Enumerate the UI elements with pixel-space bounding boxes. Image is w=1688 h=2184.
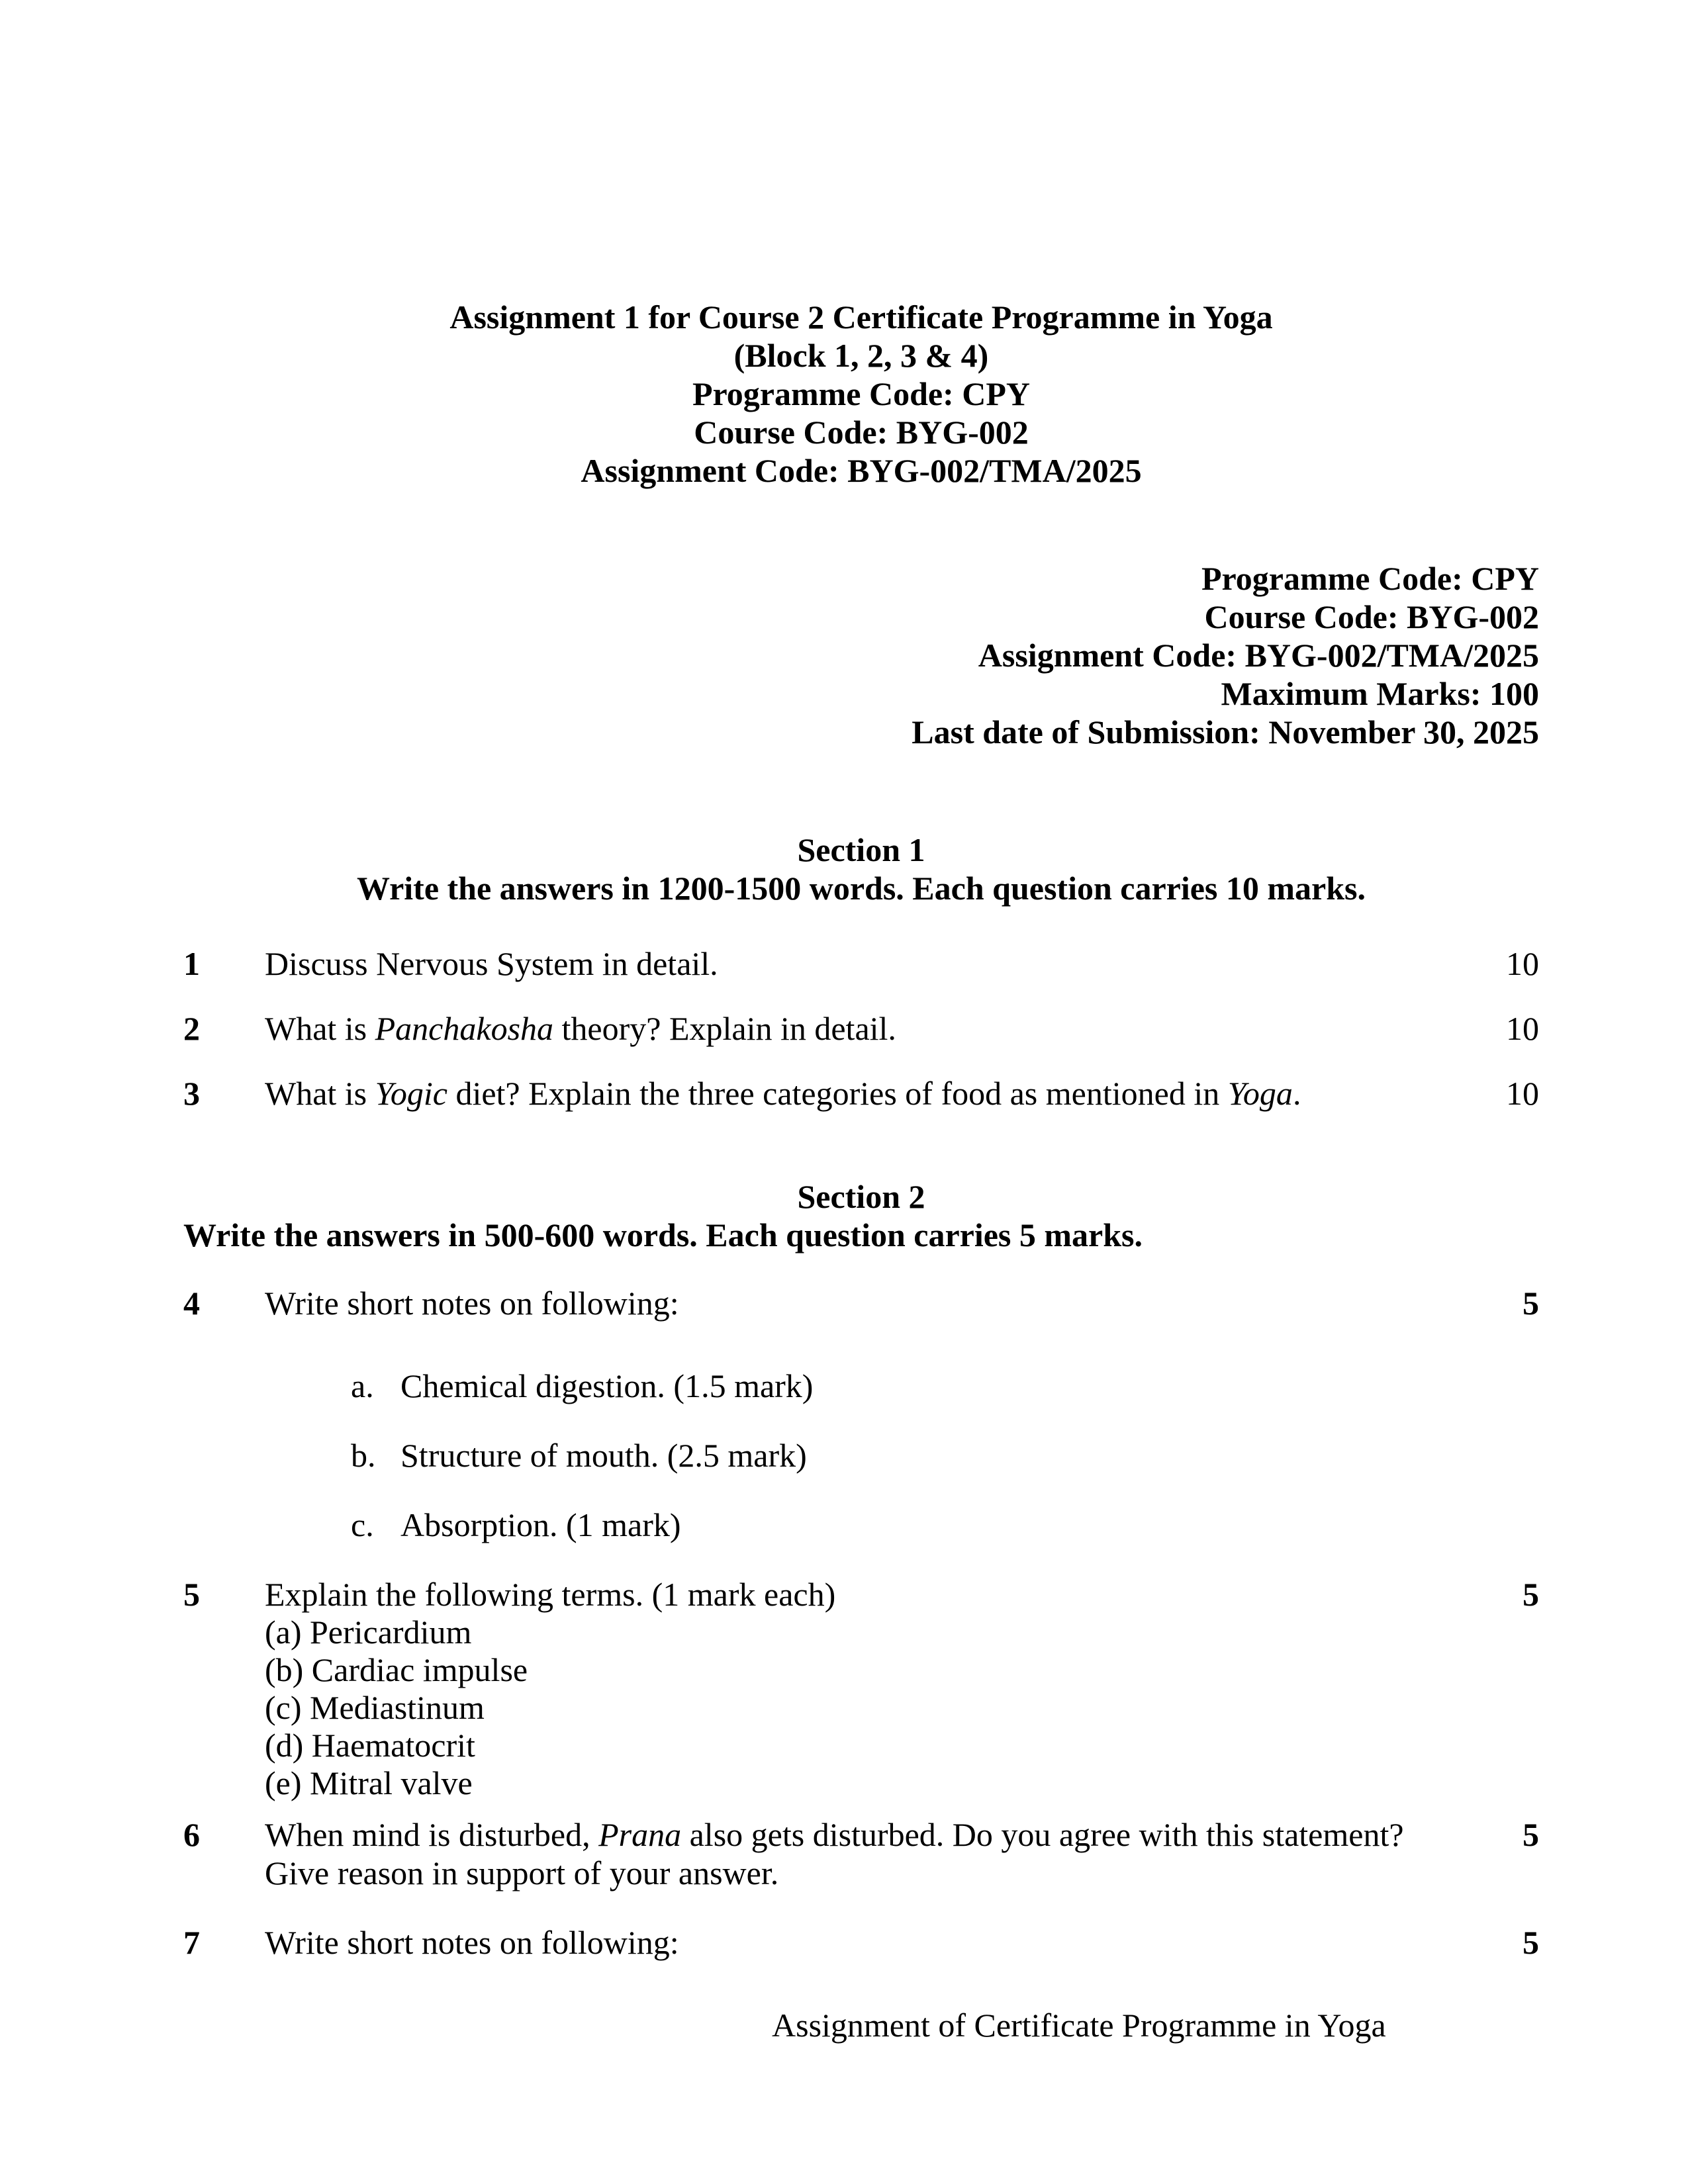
question-text: Explain the following terms. (1 mark each)	[265, 1576, 836, 1613]
question-marks: 10	[1506, 945, 1539, 982]
question-number: 6	[183, 1816, 200, 1853]
question-marks: 5	[1523, 1285, 1539, 1322]
info-last-date: Last date of Submission: November 30, 2025	[912, 713, 1539, 751]
question-number: 3	[183, 1075, 200, 1112]
sub-item-b	[351, 1436, 1453, 1475]
question-text: What is Panchakosha theory? Explain in detail.	[265, 1010, 896, 1047]
question-marks: 5	[1523, 1816, 1539, 1853]
sub-item-label: c.	[351, 1506, 374, 1543]
section2-heading: Section 2	[797, 1178, 925, 1215]
term-line-a: (a) Pericardium	[265, 1614, 472, 1651]
question-row-6	[183, 1815, 1539, 1892]
question-text: Write short notes on following:	[265, 1285, 679, 1322]
sub-item-text: Structure of mouth. (2.5 mark)	[400, 1437, 807, 1474]
title-line-1: Assignment 1 for Course 2 Certificate Programme in Yoga	[449, 298, 1273, 336]
assignment-info-block	[183, 559, 1539, 751]
page-footer: Assignment of Certificate Programme in Yoga	[772, 2007, 1386, 2044]
question-marks: 5	[1523, 1576, 1539, 1613]
question-body	[265, 1575, 1493, 1802]
term-line-e: (e) Mitral valve	[265, 1764, 473, 1801]
term-line-d: (d) Haematocrit	[265, 1727, 475, 1764]
question-row-5	[183, 1575, 1539, 1802]
question-text: Discuss Nervous System in detail.	[265, 945, 718, 982]
sub-item-c	[351, 1506, 1453, 1544]
question-number: 1	[183, 945, 200, 982]
title-line-3: Programme Code: CPY	[692, 375, 1031, 412]
question-marks: 10	[1506, 1075, 1539, 1112]
question-text: When mind is disturbed, Prana also gets disturbed. Do you agree with this statement? Give reason in support of your answer.	[265, 1816, 1404, 1891]
info-maximum-marks: Maximum Marks: 100	[1221, 675, 1539, 712]
info-course-code: Course Code: BYG-002	[1204, 598, 1539, 635]
question-row-7	[183, 1923, 1539, 1962]
title-line-5: Assignment Code: BYG-002/TMA/2025	[581, 452, 1142, 489]
question-sub-list	[265, 1367, 1453, 1544]
title-line-2: (Block 1, 2, 3 & 4)	[733, 337, 989, 374]
question-sub-lines	[265, 1614, 1453, 1802]
sub-item-text: Chemical digestion. (1.5 mark)	[400, 1367, 814, 1404]
sub-item-a	[351, 1367, 1453, 1405]
title-block	[183, 298, 1539, 490]
info-programme-code: Programme Code: CPY	[1201, 560, 1539, 597]
title-line-4: Course Code: BYG-002	[694, 414, 1029, 451]
question-number: 7	[183, 1924, 200, 1961]
question-body	[265, 1284, 1493, 1544]
question-row-3	[183, 1074, 1539, 1113]
question-row-2	[183, 1009, 1539, 1048]
question-number: 5	[183, 1576, 200, 1613]
term-line-b: (b) Cardiac impulse	[265, 1651, 528, 1688]
section1-heading: Section 1	[797, 831, 925, 868]
sub-item-text: Absorption. (1 mark)	[400, 1506, 681, 1543]
question-number: 4	[183, 1285, 200, 1322]
question-row-1	[183, 944, 1539, 983]
question-text: Write short notes on following:	[265, 1924, 679, 1961]
term-line-c: (c) Mediastinum	[265, 1689, 485, 1726]
question-marks: 10	[1506, 1010, 1539, 1047]
question-number: 2	[183, 1010, 200, 1047]
question-marks: 5	[1523, 1924, 1539, 1961]
info-assignment-code: Assignment Code: BYG-002/TMA/2025	[978, 637, 1539, 674]
section1-instruction: Write the answers in 1200-1500 words. Each question carries 10 marks.	[357, 870, 1366, 907]
sub-item-label: a.	[351, 1367, 374, 1404]
question-row-4	[183, 1284, 1539, 1544]
sub-item-label: b.	[351, 1437, 376, 1474]
question-text: What is Yogic diet? Explain the three categories of food as mentioned in Yoga.	[265, 1075, 1301, 1112]
section2-instruction: Write the answers in 500-600 words. Each question carries 5 marks.	[183, 1216, 1143, 1253]
